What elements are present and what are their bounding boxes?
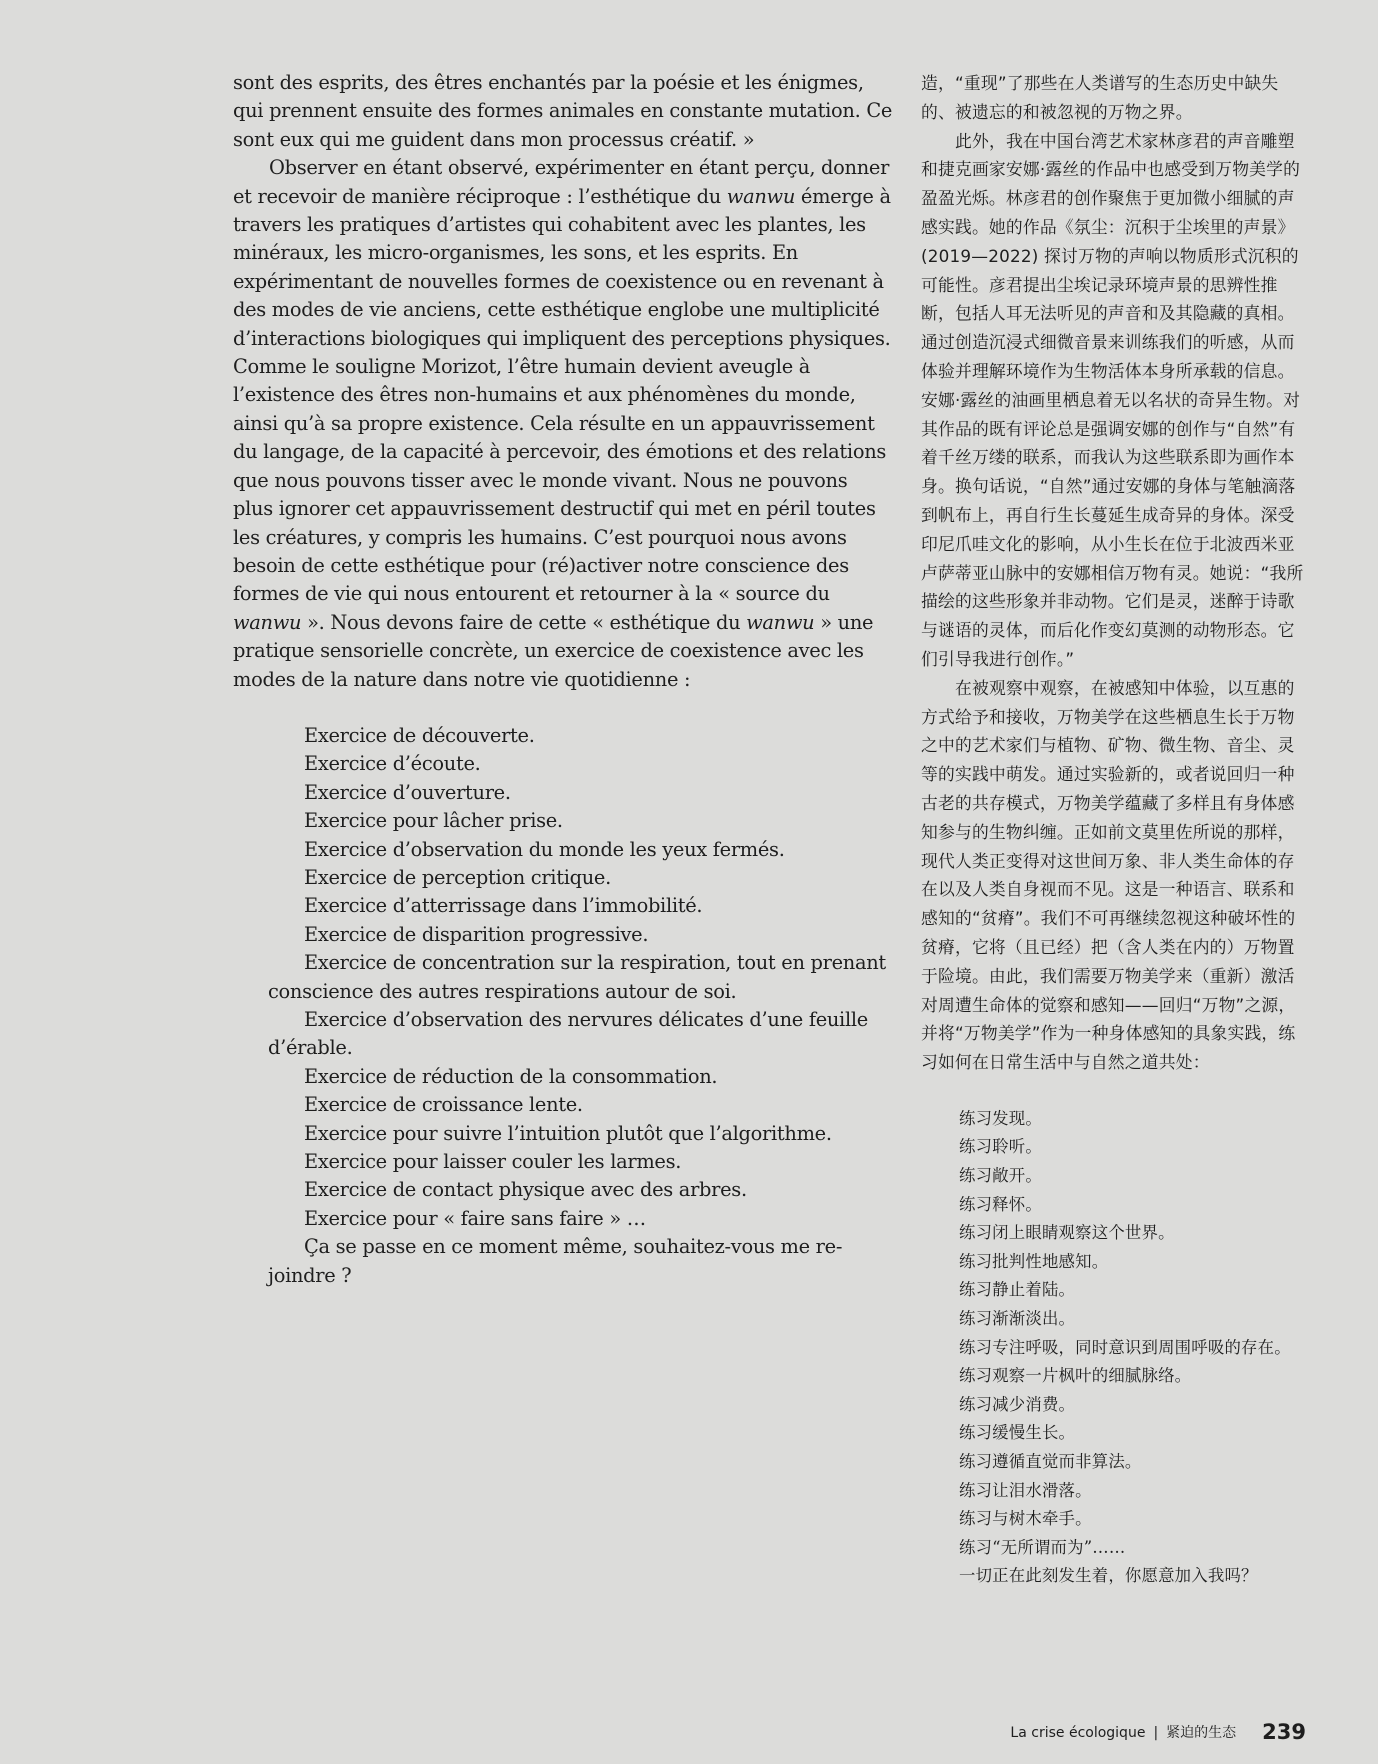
list-item: Exercice d’écoute.: [304, 752, 481, 776]
italic-term: wanwu: [233, 610, 302, 634]
list-item: Exercice d’observation du monde les yeux fermés.: [304, 837, 785, 861]
french-column: [233, 69, 893, 1290]
footer-section-fr: La crise écologique: [1010, 1725, 1146, 1741]
list-item: Exercice pour lâcher prise.: [304, 809, 563, 833]
list-item: 练习渐渐淡出。: [959, 1309, 1076, 1329]
list-item: Exercice de découverte.: [304, 723, 535, 747]
italic-term: wanwu: [746, 610, 815, 634]
list-item: Exercice pour suivre l’intuition plutôt que l’algorithme.: [304, 1121, 832, 1145]
list-item: 练习敞开。: [959, 1166, 1042, 1186]
list-item: Exercice d’observation des nervures délicates d’une feuille d’érable.: [268, 1008, 868, 1060]
chinese-paragraph-2: 此外，我在中国台湾艺术家林彦君的声音雕塑和捷克画家安娜·露丝的作品中也感受到万物美学的盈盈光烁。林彦君的创作聚焦于更加微小细腻的声感实践。她的作品《氛尘：沉积于尘埃里的声景》(2019—2022) 探讨万物的声响以物质形式沉积的可能性。彦君提出尘埃记录环境声景的思辨性推断，包括人耳无法听见的声音和及其隐藏的真相。通过创造沉浸式细微音景来训练我们的听感，从而体验并理解环境作为生物活体本身所承载的信息。安娜·露丝的油画里栖息着无以名状的奇异生物。对其作品的既有评论总是强调安娜的创作与“自然”有着千丝万缕的联系，而我认为这些联系即为画作本身。换句话说，“自然”通过安娜的身体与笔触滴落到帆布上，再自行生长蔓延生成奇异的身体。深受印尼爪哇文化的影响，从小生长在位于北波西米亚卢萨蒂亚山脉中的安娜相信万物有灵。她说：“我所描绘的这些形象并非动物。它们是灵，迷醉于诗歌与谜语的灵体，而后化作变幻莫测的动物形态。它们引导我进行创作。”: [921, 130, 1304, 669]
french-exercise-list: [233, 722, 893, 1290]
list-item: Exercice de contact physique avec des arbres.: [304, 1178, 747, 1202]
text-run: émerge à travers les pratiques d’artistes qui cohabitent avec les plantes, les minéraux, les micro-organismes, les sons, et les esprits. En expérimentant de nouvelles formes de coexistence ou en revenant à des modes de vie anciens, cette esthétique englobe une multiplicité d’interactions biologiques qui impliquent des perceptions physiques. Comme le souligne Morizot, l’être humain devient aveugle à l’existence des êtres non-humains et aux phénomènes du monde, ainsi qu’à sa propre existence. Cela résulte en un appauvrissement du langage, de la capacité à percevoir, des émotions et des relations que nous pouvons tisser avec le monde vivant. Nous ne pouvons plus ignorer cet appauvrissement destructif qui met en péril toutes les créatures, y compris les humains. C’est pourquoi nous avons besoin de cette esthétique pour (ré)activer notre conscience des formes de vie qui nous entourent et retourner à la « source du: [233, 184, 891, 606]
text-run: ». Nous devons faire de cette « esthétique du: [301, 610, 747, 634]
list-item: 练习静止着陆。: [959, 1280, 1076, 1300]
list-item: Exercice de concentration sur la respiration, tout en prenant conscience des autres respirations autour de soi.: [268, 951, 886, 1003]
list-item: Exercice d’ouverture.: [304, 780, 511, 804]
list-item: Exercice de réduction de la consommation.: [304, 1064, 718, 1088]
list-item: 练习观察一片枫叶的细腻脉络。: [959, 1366, 1192, 1386]
list-item: 练习让泪水滑落。: [959, 1480, 1092, 1500]
list-item: 练习聆听。: [959, 1137, 1042, 1157]
chinese-paragraph-1: 造，“重现”了那些在人类谱写的生态历史中缺失的、被遗忘的和被忽视的万物之界。: [921, 73, 1279, 122]
list-item: Exercice pour « faire sans faire » …: [304, 1206, 646, 1230]
page-number: 239: [1262, 1720, 1306, 1744]
chinese-exercise-list: [921, 1105, 1308, 1591]
page-footer: [0, 1720, 1306, 1744]
list-item: Exercice de croissance lente.: [304, 1093, 583, 1117]
list-item: Exercice de disparition progressive.: [304, 922, 649, 946]
list-item: Exercice pour laisser couler les larmes.: [304, 1150, 682, 1174]
list-item: 练习闭上眼睛观察这个世界。: [959, 1223, 1175, 1243]
list-item: 练习与树木牵手。: [959, 1509, 1092, 1529]
french-paragraph-1: sont des esprits, des êtres enchantés par la poésie et les énigmes, qui prennent ensuite des formes animales en constante mutation. Ce sont eux qui me guident dans mon processus créatif. »: [233, 71, 893, 151]
list-item: 练习释怀。: [959, 1194, 1042, 1214]
french-paragraph-2: [233, 154, 893, 694]
list-item: 练习发现。: [959, 1108, 1042, 1128]
list-item: 练习遵循直觉而非算法。: [959, 1452, 1142, 1472]
list-item: 练习“无所谓而为”……: [959, 1537, 1126, 1557]
text-run: » une pratique sensorielle concrète, un exercice de coexistence avec les modes de la nature dans notre vie quotidienne :: [233, 610, 874, 691]
list-item: Exercice d’atterrissage dans l’immobilité.: [304, 894, 703, 918]
list-item: 练习缓慢生长。: [959, 1423, 1076, 1443]
text-run: Observer en étant observé, expérimenter en étant perçu, donner et recevoir de manière réciproque : l’esthétique du: [233, 156, 890, 208]
list-item: 练习批判性地感知。: [959, 1251, 1109, 1271]
footer-section-zh: 紧迫的生态: [1166, 1725, 1237, 1741]
list-item: 练习专注呼吸，同时意识到周围呼吸的存在。: [959, 1337, 1291, 1357]
italic-term: wanwu: [726, 184, 796, 208]
list-item: Ça se passe en ce moment même, souhaitez-vous me rejoindre ?: [268, 1235, 843, 1287]
chinese-paragraph-3: 在被观察中观察，在被感知中体验，以互惠的方式给予和接收，万物美学在这些栖息生长于万物之中的艺术家们与植物、矿物、微生物、音尘、灵等的实践中萌发。通过实验新的，或者说回归一种古老的共存模式，万物美学蕴藏了多样且有身体感知参与的生物纠缠。正如前文莫里佐所说的那样，现代人类正变得对这世间万象、非人类生命体的存在以及人类自身视而不见。这是一种语言、联系和感知的“贫瘠”。我们不可再继续忽视这种破坏性的贫瘠，它将（且已经）把（含人类在内的）万物置于险境。由此，我们需要万物美学来（重新）激活对周遭生命体的觉察和感知——回归“万物”之源，并将“万物美学”作为一种身体感知的具象实践，练习如何在日常生活中与自然之道共处：: [921, 677, 1296, 1073]
list-item: 练习减少消费。: [959, 1394, 1076, 1414]
list-item: 一切正在此刻发生着，你愿意加入我吗？: [959, 1566, 1258, 1586]
chinese-column: [921, 69, 1308, 1591]
footer-separator: |: [1153, 1725, 1159, 1741]
list-item: Exercice de perception critique.: [304, 865, 611, 889]
